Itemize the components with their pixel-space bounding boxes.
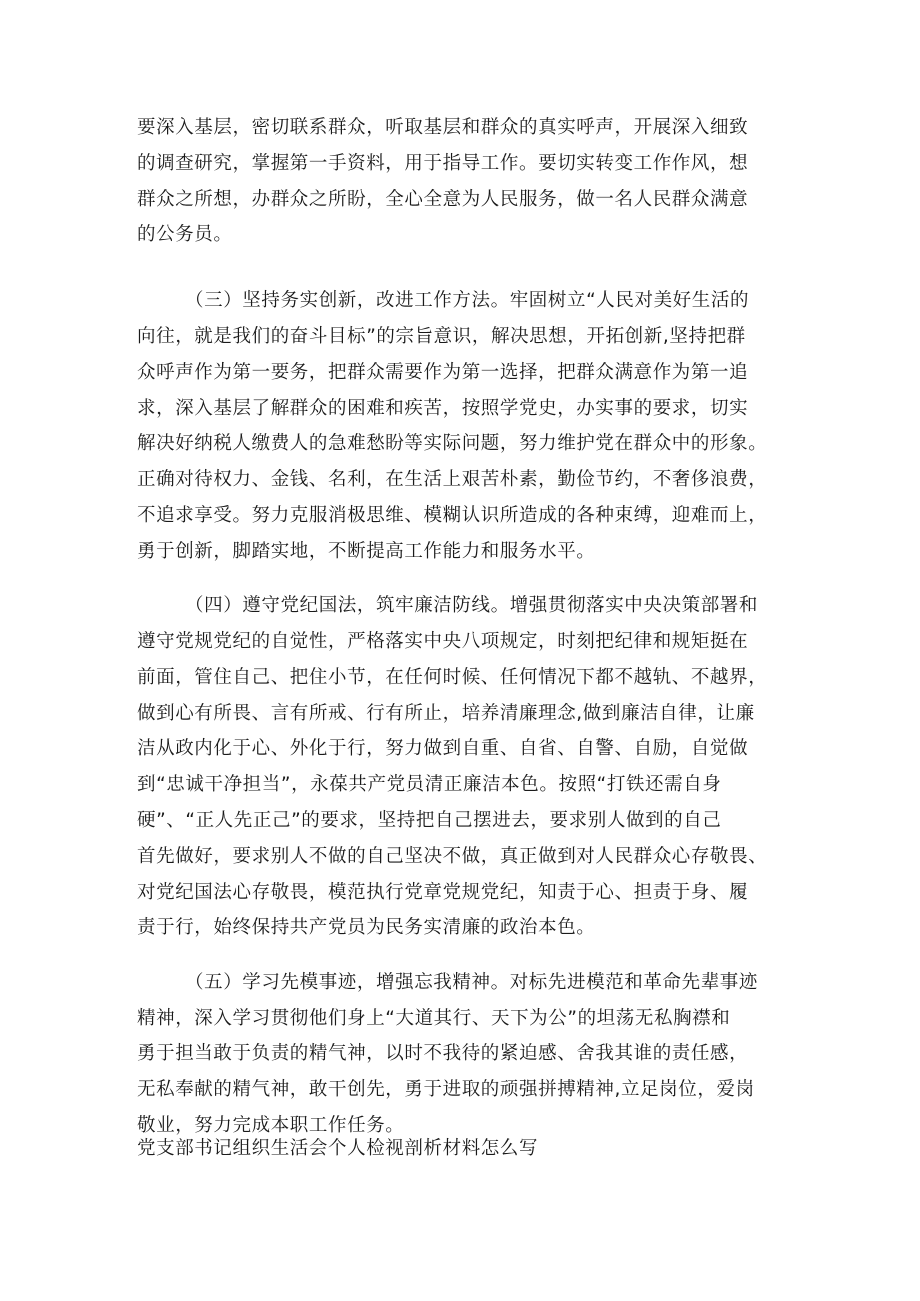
text-line: （三）坚持务实创新，改进工作方法。牢固树立“人民对美好生活的 [185, 290, 750, 311]
text-line: （五）学习先模事迹，增强忘我精神。对标先进模范和革命先辈事迹 [185, 972, 759, 993]
text-line: 要深入基层，密切联系群众，听取基层和群众的真实呼声，开展深入细致 [137, 117, 749, 138]
text-line: 遵守党规党纪的自觉性，严格落实中央八项规定，时刻把纪律和规矩挺在 [137, 631, 749, 652]
text-line: 求，深入基层了解群众的困难和疾苦，按照学党史，办实事的要求，切实 [137, 398, 749, 419]
text-line: 精神，深入学习贯彻他们身上“大道其行、天下为公”的坦荡无私胸襟和 [137, 1008, 731, 1029]
text-line: 众呼声作为第一要务，把群众需要作为第一选择，把群众满意作为第一追 [137, 362, 749, 383]
text-line: 向往，就是我们的奋斗目标”的宗旨意识，解决思想，开拓创新,坚持把群 [137, 326, 746, 347]
document-title-line: 党支部书记组织生活会个人检视剖析材料怎么写 [137, 1138, 539, 1159]
text-line: 前面，管住自己、把住小节，在任何时候、任何情况下都不越轨、不越界， [137, 667, 768, 688]
text-line: 解决好纳税人缴费人的急难愁盼等实际问题，努力维护党在群众中的形象。 [137, 433, 768, 454]
text-line: 的调查研究，掌握第一手资料，用于指导工作。要切实转变工作作风，想 [137, 153, 749, 174]
text-line: 群众之所想，办群众之所盼，全心全意为人民服务，做一名人民群众满意 [137, 189, 749, 210]
text-line: 敬业，努力完成本职工作任务。 [137, 1115, 405, 1136]
text-line: 勇于创新，脚踏实地，不断提高工作能力和服务水平。 [137, 541, 596, 562]
text-line: （四）遵守党纪国法，筑牢廉洁防线。增强贯彻落实中央决策部署和 [185, 595, 759, 616]
text-line: 无私奉献的精气神，敢干创先，勇于进取的顽强拼搏精神,立足岗位，爱岗 [137, 1079, 755, 1100]
text-line: 对党纪国法心存敬畏，模范执行党章党规党纪，知责于心、担责于身、履 [137, 882, 749, 903]
text-line: 做到心有所畏、言有所戒、行有所止，培养清廉理念,做到廉洁自律，让廉 [137, 703, 755, 724]
text-line: 洁从政内化于心、外化于行，努力做到自重、自省、自警、自励，自觉做 [137, 738, 749, 759]
text-line: 首先做好，要求别人不做的自己坚决不做，真正做到对人民群众心存敬畏、 [137, 846, 768, 867]
text-line: 硬”、“正人先正己”的要求，坚持把自己摆进去，要求别人做到的自己 [137, 810, 722, 831]
text-line: 勇于担当敢于负责的精气神，以时不我待的紧迫感、舍我其谁的责任感， [137, 1043, 749, 1064]
text-line: 正确对待权力、金钱、名利，在生活上艰苦朴素，勤俭节约，不奢侈浪费， [137, 469, 768, 490]
text-line: 到“忠诚干净担当”，永葆共产党员清正廉洁本色。按照“打铁还需自身 [137, 774, 722, 795]
text-line: 责于行，始终保持共产党员为民务实清廉的政治本色。 [137, 917, 596, 938]
text-line: 不追求享受。努力克服消极思维、模糊认识所造成的各种束缚，迎难而上， [137, 505, 768, 526]
text-line: 的公务员。 [137, 224, 233, 245]
